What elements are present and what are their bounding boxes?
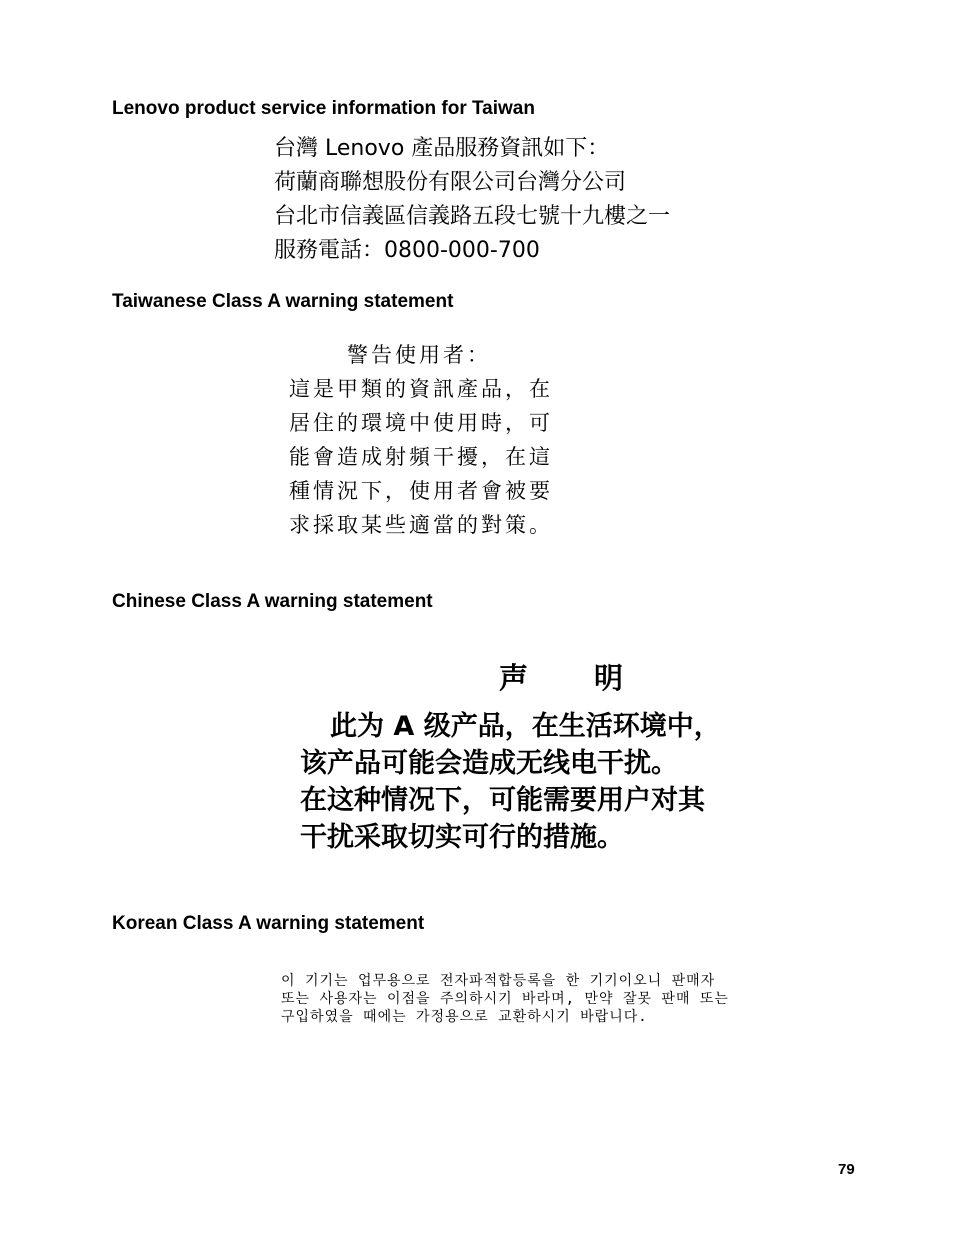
chinese-warning-block	[300, 708, 721, 856]
taiwan-service-line: 台灣 Lenovo 產品服務資訊如下：	[274, 136, 610, 161]
korean-warning-line: 구입하였을 때에는 가정용으로 교환하시기 바랍니다.	[281, 1009, 648, 1025]
chinese-title-char: 明	[594, 661, 624, 695]
chinese-warning-line: 干扰采取切实可行的措施。	[300, 822, 624, 853]
korean-warning-block	[281, 972, 729, 1026]
taiwanese-warning-line: 種情況下，使用者會被要	[289, 479, 553, 503]
heading-taiwanese-class-a: Taiwanese Class A warning statement	[112, 291, 454, 312]
page-number: 79	[838, 1161, 855, 1178]
chinese-warning-title	[499, 660, 623, 696]
taiwanese-warning-line: 能會造成射頻干擾，在這	[289, 445, 553, 469]
taiwan-service-line: 台北市信義區信義路五段七號十九樓之一	[274, 204, 671, 229]
heading-chinese-class-a: Chinese Class A warning statement	[112, 591, 433, 612]
korean-warning-line: 또는 사용자는 이점을 주의하시기 바라며, 만약 잘못 판매 또는	[281, 991, 729, 1007]
taiwanese-warning-line: 這是甲類的資訊產品，在	[289, 377, 553, 401]
chinese-warning-line: 该产品可能会造成无线电干扰。	[300, 748, 678, 779]
taiwanese-warning-line: 求採取某些適當的對策。	[289, 513, 553, 537]
heading-korean-class-a: Korean Class A warning statement	[112, 913, 425, 934]
taiwanese-warning-block	[289, 338, 553, 542]
taiwan-service-line: 服務電話：0800-000-700	[274, 238, 540, 263]
taiwanese-warning-line: 居住的環境中使用時，可	[289, 411, 553, 435]
taiwan-service-line: 荷蘭商聯想股份有限公司台灣分公司	[274, 170, 627, 195]
chinese-title-char: 声	[499, 661, 529, 695]
taiwanese-warning-title: 警告使用者：	[347, 343, 491, 367]
chinese-warning-line: 此为 A 级产品，在生活环境中，	[330, 711, 721, 742]
korean-warning-line: 이 기기는 업무용으로 전자파적합등록을 한 기기이오니 판매자	[281, 973, 716, 989]
taiwan-service-info-block	[274, 132, 670, 268]
heading-taiwan-service-info: Lenovo product service information for Taiwan	[112, 98, 535, 119]
chinese-warning-line: 在这种情况下，可能需要用户对其	[300, 785, 705, 816]
